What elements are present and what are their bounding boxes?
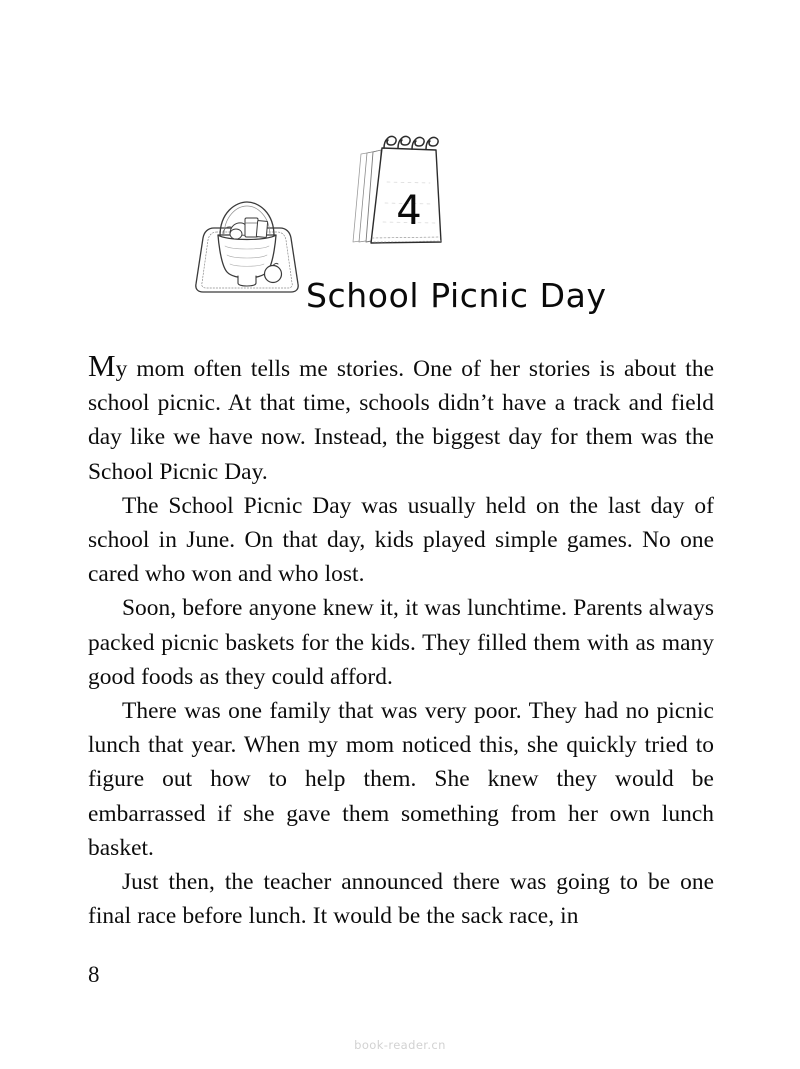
calendar-pad-icon xyxy=(344,130,448,255)
body-text xyxy=(88,348,714,933)
raised-cap: M xyxy=(88,348,116,383)
page-number: 8 xyxy=(88,962,100,987)
paragraph-2: The School Picnic Day was usually held on the last day of school in June. On that day, kids played simple games. No one cared who won and who lost. xyxy=(88,492,714,588)
paragraph-3: Soon, before anyone knew it, it was lunchtime. Parents always packed picnic baskets for the kids. They filled them with as many good foods as they could afford. xyxy=(88,595,714,690)
paragraph-1-text: y mom often tells me stories. One of her stories is about the school picnic. At that time, schools didn’t have a track and field day like we have now. Instead, the biggest day for them was the School Picnic Day. xyxy=(88,356,714,485)
chapter-header xyxy=(0,118,800,318)
chapter-title: School Picnic Day xyxy=(306,276,607,316)
paragraph-4: There was one family that was very poor. They had no picnic lunch that year. When my mom noticed this, she quickly tried to figure out how to help them. She knew they would be embarrassed if she gave them something from her own lunch basket. xyxy=(88,698,714,861)
chapter-number: 4 xyxy=(396,187,422,234)
paragraph-5: Just then, the teacher announced there was going to be one final race before lunch. It would be the sack race, in xyxy=(88,869,714,930)
paragraph-1 xyxy=(88,348,714,489)
picnic-basket-icon xyxy=(190,188,310,300)
watermark: book-reader.cn xyxy=(354,1038,446,1052)
